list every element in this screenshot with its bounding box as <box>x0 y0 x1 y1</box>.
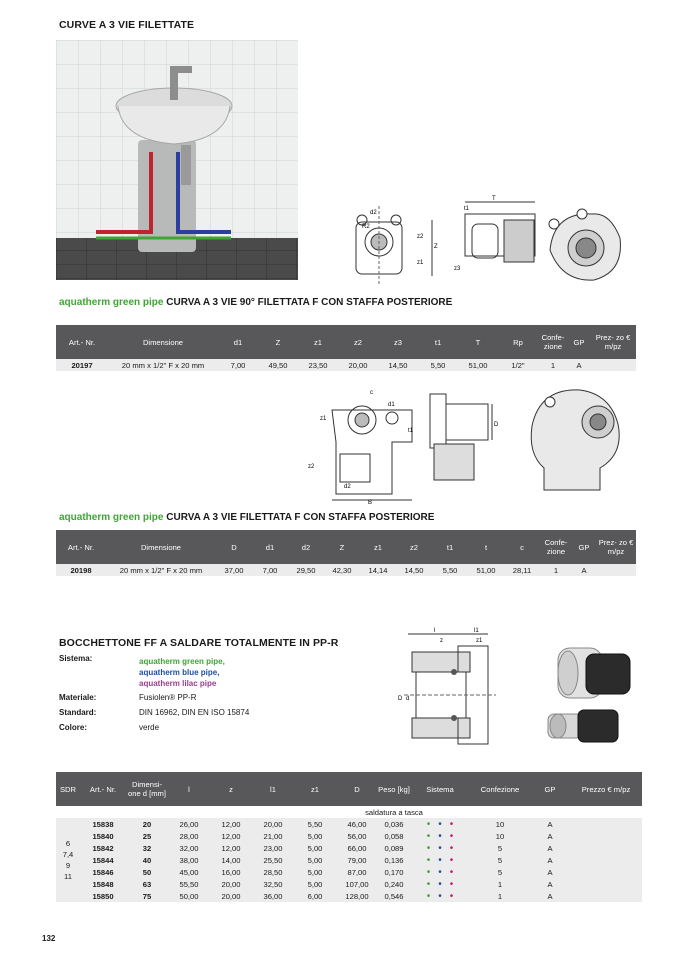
cell: 7,00 <box>252 564 288 576</box>
table-row <box>56 842 642 854</box>
union-table <box>56 772 642 902</box>
system-dots <box>410 890 470 902</box>
product-name: CURVA A 3 VIE 90° FILETTATA F CON STAFFA POSTERIORE <box>166 297 453 308</box>
system-dot: • <box>449 890 454 902</box>
col-header: D <box>336 772 378 806</box>
label-t1: t1 <box>408 428 414 434</box>
cell: 5,00 <box>294 878 336 890</box>
col-header: Peso [kg] <box>378 772 410 806</box>
cell: 20 <box>126 818 168 830</box>
sistema-label: Sistema: <box>59 654 93 663</box>
cell: 20,00 <box>338 359 378 371</box>
label-t1: t1 <box>464 206 470 212</box>
cell: A <box>530 878 570 890</box>
price-cell <box>570 890 642 902</box>
product-table-1 <box>56 325 636 371</box>
cell: 15848 <box>80 878 126 890</box>
cell: 56,00 <box>336 830 378 842</box>
label-c: c <box>370 390 373 396</box>
cell <box>596 564 636 576</box>
product-table-2 <box>56 530 636 576</box>
cell: 28,00 <box>168 830 210 842</box>
cell: A <box>568 359 590 371</box>
price-cell <box>570 818 642 830</box>
col-header: z2 <box>338 325 378 359</box>
table-subheader <box>56 806 642 818</box>
cell: 5 <box>470 866 530 878</box>
label-d: d <box>406 696 410 702</box>
system-dot: • <box>438 830 442 842</box>
col-header: Confe- zione <box>538 325 568 359</box>
cell: 0,240 <box>378 878 410 890</box>
col-header: d1 <box>218 325 258 359</box>
label-D: D <box>494 422 499 428</box>
cell: 63 <box>126 878 168 890</box>
cell: 42,30 <box>324 564 360 576</box>
label-z: z <box>440 638 443 644</box>
system-dot: • <box>438 866 442 878</box>
cell: 1 <box>538 359 568 371</box>
system-dot: • <box>426 818 431 830</box>
cell: 15850 <box>80 890 126 902</box>
sistema-green: aquatherm green pipe, <box>139 657 225 666</box>
cell: 0,036 <box>378 818 410 830</box>
cell: 5,00 <box>294 866 336 878</box>
label-z1: z1 <box>417 260 424 266</box>
colore-value: verde <box>139 723 160 732</box>
price-cell <box>570 854 642 866</box>
price-cell <box>570 842 642 854</box>
label-l1: l1 <box>474 628 479 634</box>
cell: 5,00 <box>294 842 336 854</box>
product-name: CURVA A 3 VIE FILETTATA F CON STAFFA POSTERIORE <box>166 512 435 523</box>
table-row <box>56 830 642 842</box>
label-z2: z2 <box>308 464 315 470</box>
col-header: Confezione <box>470 772 530 806</box>
col-header: d1 <box>252 530 288 564</box>
page-number: 132 <box>42 934 56 943</box>
cell: 29,50 <box>288 564 324 576</box>
system-dot: • <box>438 878 442 890</box>
col-header: Sistema <box>410 772 470 806</box>
cell: 15838 <box>80 818 126 830</box>
label-d2: d2 <box>370 210 377 216</box>
cell: 51,00 <box>468 564 504 576</box>
label-D: D <box>398 696 403 702</box>
col-header: Z <box>258 325 298 359</box>
col-header: Confe- zione <box>540 530 572 564</box>
label-d1: d1 <box>388 402 395 408</box>
col-header: Art.- Nr. <box>80 772 126 806</box>
cell: 20197 <box>56 359 108 371</box>
cell: 66,00 <box>336 842 378 854</box>
col-header: Z <box>324 530 360 564</box>
cell: 14,14 <box>360 564 396 576</box>
cell: 51,00 <box>458 359 498 371</box>
cell: A <box>572 564 596 576</box>
col-header: SDR <box>56 772 80 806</box>
label-B: B <box>368 500 373 504</box>
cell: 37,00 <box>216 564 252 576</box>
cell: 32,50 <box>252 878 294 890</box>
cell: 5 <box>470 842 530 854</box>
col-header: Dimensione <box>106 530 216 564</box>
cell: 40 <box>126 854 168 866</box>
system-dot: • <box>426 890 431 902</box>
label-z3: z3 <box>454 266 461 272</box>
cell: 0,058 <box>378 830 410 842</box>
system-dot: • <box>438 842 442 854</box>
cell: 28,50 <box>252 866 294 878</box>
cell: 50,00 <box>168 890 210 902</box>
table-row <box>56 890 642 902</box>
cell: 14,00 <box>210 854 252 866</box>
label-z1: z1 <box>476 638 483 644</box>
washbasin-photo <box>56 40 298 280</box>
cell: 7,00 <box>218 359 258 371</box>
technical-drawing-1 <box>332 192 632 288</box>
cell: 20,00 <box>210 878 252 890</box>
system-dot: • <box>449 854 454 866</box>
cell: 14,50 <box>378 359 418 371</box>
cell: 50 <box>126 866 168 878</box>
table-row <box>56 564 636 576</box>
system-dot: • <box>449 842 454 854</box>
cell: A <box>530 854 570 866</box>
table-header <box>56 772 642 806</box>
label-l: l <box>434 628 436 634</box>
system-dot: • <box>426 866 431 878</box>
label-z1: z1 <box>320 416 327 422</box>
cell: 21,00 <box>252 830 294 842</box>
cell: 20 mm x 1/2" F x 20 mm <box>106 564 216 576</box>
cell: 1 <box>540 564 572 576</box>
cell: 0,546 <box>378 890 410 902</box>
sdr-value: 9 <box>65 861 71 870</box>
sistema-lilac: aquatherm lilac pipe <box>139 679 217 688</box>
col-header: z1 <box>294 772 336 806</box>
cell: 15846 <box>80 866 126 878</box>
cell: 20198 <box>56 564 106 576</box>
table-row <box>56 359 636 371</box>
col-header: Dimensione <box>108 325 218 359</box>
table-row <box>56 866 642 878</box>
col-header: z <box>210 772 252 806</box>
cell: 5,00 <box>294 854 336 866</box>
cell: A <box>530 890 570 902</box>
cell: 5,50 <box>432 564 468 576</box>
sdr-value: 6 <box>65 839 71 848</box>
cell: 20,00 <box>252 818 294 830</box>
cell <box>590 359 636 371</box>
materiale-label: Materiale: <box>59 693 97 702</box>
cell: 28,11 <box>504 564 540 576</box>
cell: 1/2" <box>498 359 538 371</box>
col-header: Prezzo € m/pz <box>570 772 642 806</box>
col-header: t1 <box>432 530 468 564</box>
sdr-value: 11 <box>64 872 72 881</box>
cell: A <box>530 830 570 842</box>
system-dot: • <box>426 878 431 890</box>
system-dots <box>410 866 470 878</box>
cell: 5 <box>470 854 530 866</box>
system-dot: • <box>426 830 431 842</box>
label-Z: Z <box>434 244 438 250</box>
cell: 20,00 <box>210 890 252 902</box>
cell: 36,00 <box>252 890 294 902</box>
col-header: z1 <box>360 530 396 564</box>
cell: 49,50 <box>258 359 298 371</box>
system-dot: • <box>438 818 442 830</box>
cell: 0,136 <box>378 854 410 866</box>
col-header: T <box>458 325 498 359</box>
label-d2: d2 <box>344 484 351 490</box>
cell: A <box>530 818 570 830</box>
cell: 32 <box>126 842 168 854</box>
price-cell <box>570 878 642 890</box>
sdr-value: 7,4 <box>62 850 74 859</box>
cell: 45,00 <box>168 866 210 878</box>
cell: 0,170 <box>378 866 410 878</box>
cell: 12,00 <box>210 842 252 854</box>
cell: 15840 <box>80 830 126 842</box>
col-header: t <box>468 530 504 564</box>
col-header: Prez- zo € m/pz <box>596 530 636 564</box>
cell: 23,50 <box>298 359 338 371</box>
col-header: t1 <box>418 325 458 359</box>
cell: 75 <box>126 890 168 902</box>
cell: 26,00 <box>168 818 210 830</box>
col-header: Prez- zo € m/pz <box>590 325 636 359</box>
standard-label: Standard: <box>59 708 97 717</box>
cell: 5,00 <box>294 830 336 842</box>
cell: 15842 <box>80 842 126 854</box>
table-row <box>56 818 642 830</box>
system-dots <box>410 854 470 866</box>
cell: 107,00 <box>336 878 378 890</box>
col-header: Dimensi- one d [mm] <box>126 772 168 806</box>
cell: 12,00 <box>210 818 252 830</box>
system-dots <box>410 830 470 842</box>
system-dot: • <box>449 818 454 830</box>
system-dot: • <box>426 854 431 866</box>
col-header: l <box>168 772 210 806</box>
col-header: Rp <box>498 325 538 359</box>
cell: A <box>530 866 570 878</box>
table-row <box>56 878 642 890</box>
section-title: BOCCHETTONE FF A SALDARE TOTALMENTE IN PP-R <box>59 637 339 649</box>
cell: 5,50 <box>418 359 458 371</box>
cell: 128,00 <box>336 890 378 902</box>
cell: 1 <box>470 878 530 890</box>
cell: 12,00 <box>210 830 252 842</box>
system-dot: • <box>449 830 454 842</box>
col-header: Art.- Nr. <box>56 325 108 359</box>
col-header: GP <box>568 325 590 359</box>
col-header: Art.- Nr. <box>56 530 106 564</box>
sistema-blue: aquatherm blue pipe, <box>139 668 220 677</box>
cell: 14,50 <box>396 564 432 576</box>
materiale-value: Fusiolen® PP-R <box>139 693 197 702</box>
cell: 32,00 <box>168 842 210 854</box>
colore-label: Colore: <box>59 723 87 732</box>
cell: 46,00 <box>336 818 378 830</box>
col-header: l1 <box>252 772 294 806</box>
cell: 1 <box>470 890 530 902</box>
cell: 10 <box>470 830 530 842</box>
brand-label: aquatherm green pipe <box>59 297 164 308</box>
system-dot: • <box>449 878 454 890</box>
col-header: d2 <box>288 530 324 564</box>
section-title: CURVE A 3 VIE FILETTATE <box>59 19 195 31</box>
col-header: GP <box>530 772 570 806</box>
col-header: z3 <box>378 325 418 359</box>
union-photo <box>538 636 638 756</box>
standard-value: DIN 16962, DIN EN ISO 15874 <box>139 708 250 717</box>
col-header: z2 <box>396 530 432 564</box>
price-cell <box>570 830 642 842</box>
cell: 23,00 <box>252 842 294 854</box>
brand-label: aquatherm green pipe <box>59 512 164 523</box>
system-dot: • <box>426 842 431 854</box>
label-r2: R2 <box>362 224 370 230</box>
cell: A <box>530 842 570 854</box>
system-dots <box>410 842 470 854</box>
sdr-cell <box>56 818 80 902</box>
system-dot: • <box>438 890 442 902</box>
label-z2: z2 <box>417 234 424 240</box>
cell: 10 <box>470 818 530 830</box>
subheader-cell: saldatura a tasca <box>56 806 642 818</box>
table-header <box>56 530 636 564</box>
cell: 79,00 <box>336 854 378 866</box>
technical-drawing-2 <box>300 384 640 504</box>
col-header: D <box>216 530 252 564</box>
cell: 6,00 <box>294 890 336 902</box>
cell: 15844 <box>80 854 126 866</box>
cell: 16,00 <box>210 866 252 878</box>
col-header: c <box>504 530 540 564</box>
price-cell <box>570 866 642 878</box>
system-dot: • <box>438 854 442 866</box>
col-header: GP <box>572 530 596 564</box>
cell: 25 <box>126 830 168 842</box>
technical-drawing-3 <box>396 622 506 754</box>
table-header <box>56 325 636 359</box>
cell: 5,50 <box>294 818 336 830</box>
system-dots <box>410 878 470 890</box>
cell: 25,50 <box>252 854 294 866</box>
cell: 20 mm x 1/2" F x 20 mm <box>108 359 218 371</box>
cell: 38,00 <box>168 854 210 866</box>
col-header: z1 <box>298 325 338 359</box>
label-T: T <box>492 196 496 202</box>
system-dots <box>410 818 470 830</box>
cell: 0,089 <box>378 842 410 854</box>
cell: 55,50 <box>168 878 210 890</box>
system-dot: • <box>449 866 454 878</box>
table-row <box>56 854 642 866</box>
cell: 87,00 <box>336 866 378 878</box>
